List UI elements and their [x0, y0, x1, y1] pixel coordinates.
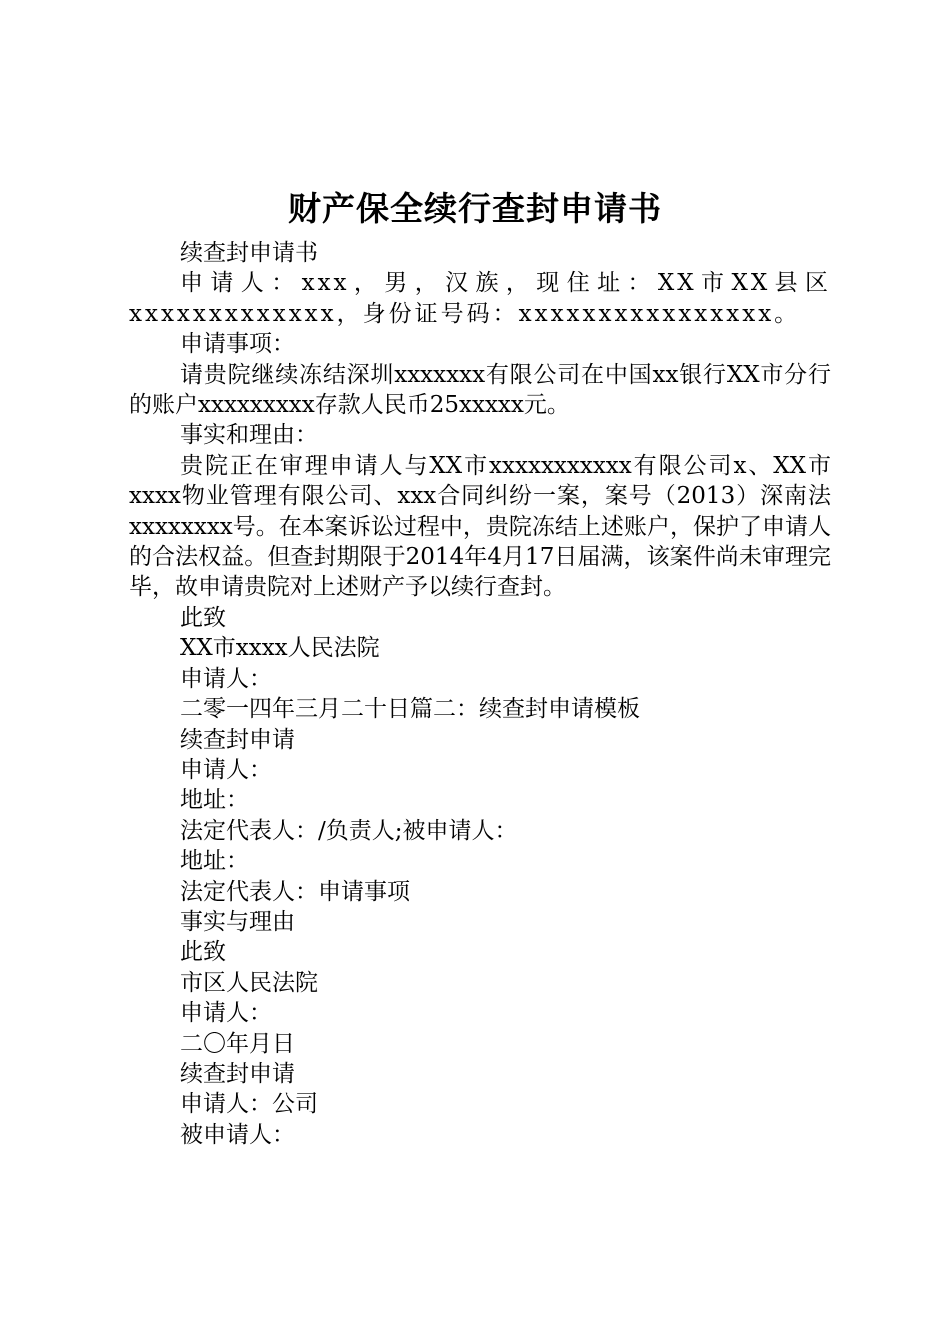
paragraph-template-address: 地址： — [180, 787, 249, 814]
paragraph-reasons-label: 事实和理由： — [180, 422, 318, 449]
paragraph-template3-respondent: 被申请人： — [180, 1121, 295, 1148]
paragraph-court: XX市xxxx人民法院 — [180, 635, 380, 662]
paragraph-request-label: 申请事项： — [180, 331, 295, 358]
paragraph-template-representative-2: 法定代表人：申请事项 — [180, 878, 410, 905]
document-title: 财产保全续行查封申请书 — [288, 189, 662, 228]
paragraph-template-address-2: 地址： — [180, 848, 249, 875]
paragraph-signature: 申请人： — [180, 665, 272, 692]
paragraph-template-representative: 法定代表人：/负责人;被申请人： — [180, 817, 518, 844]
paragraph-template-signature: 申请人： — [180, 1000, 272, 1027]
paragraph-request-content: 请贵院继续冻结深圳xxxxxxx有限公司在中国xx银行XX市分行的账户xxxxxxxxx存款人民币25xxxxx元。 — [129, 361, 831, 419]
paragraph-template3-applicant: 申请人：公司 — [180, 1091, 318, 1118]
paragraph-template-facts: 事实与理由 — [180, 908, 295, 935]
document-body — [129, 238, 831, 1150]
paragraph-heading: 续查封申请书 — [180, 240, 318, 266]
paragraph-date: 二零一四年三月二十日篇二：续查封申请模板 — [180, 696, 640, 723]
paragraph-template-applicant: 申请人： — [180, 756, 272, 783]
paragraph-salutation: 此致 — [180, 604, 226, 631]
paragraph-template-title: 续查封申请 — [180, 726, 295, 753]
paragraph-applicant-info: 申请人：xxx，男，汉族，现住址：XX市XX县区xxxxxxxxxxxxx，身份证号码：xxxxxxxxxxxxxxxx。 — [129, 270, 831, 327]
paragraph-template-salutation: 此致 — [180, 939, 226, 966]
paragraph-template3-title: 续查封申请 — [180, 1060, 295, 1087]
paragraph-template-date: 二〇年月日 — [180, 1030, 295, 1057]
paragraph-reasons-content: 贵院正在审理申请人与XX市xxxxxxxxxxx有限公司x、XX市xxxx物业管理有限公司、xxx合同纠纷一案，案号（2013）深南法xxxxxxxx号。在本案诉讼过程中，贵院冻结上述账户，保护了申请人的合法权益。但查封期限于2014年4月17日届满，该案件尚未审理完毕，故申请贵院对上述财产予以续行查封。 — [129, 452, 831, 601]
paragraph-template-court: 市区人民法院 — [180, 969, 318, 996]
